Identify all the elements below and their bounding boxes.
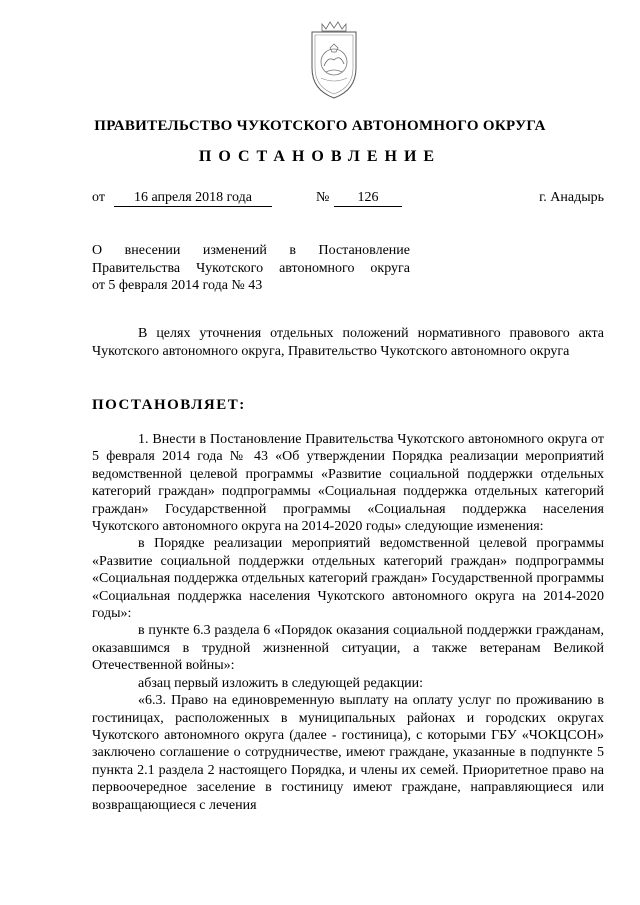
document-subject (92, 242, 410, 295)
document-city: г. Анадырь (539, 190, 604, 205)
document-meta-row (92, 190, 604, 212)
document-body (92, 431, 604, 814)
government-title: ПРАВИТЕЛЬСТВО ЧУКОТСКОГО АВТОНОМНОГО ОКРУГА (94, 118, 546, 134)
number-prefix: № (316, 190, 330, 205)
preamble-paragraph: В целях уточнения отдельных положений нормативного правового акта Чукотского автономного округа, Правительство Чукотского автономного округа (92, 326, 604, 359)
body-paragraph: в пункте 6.3 раздела 6 «Порядок оказания социальной поддержки гражданам, оказавшимся в трудной жизненной ситуации, а также ветеранам Великой Отечественной войны»: (92, 623, 604, 674)
body-paragraph: 1. Внести в Постановление Правительства Чукотского автономного округа от 5 февраля 2014 года № 43 «Об утверждении Порядка реализации мероприятий ведомственной целевой программы «Развитие социальной поддержки отдельных категорий граждан» подпрограммы «Социальная поддержка отдельных категорий граждан» Государственной программы «Социальная поддержка населения Чукотского автономного округа на 2014-2020 годы» следующие изменения: (92, 432, 604, 535)
date-prefix: от (92, 190, 105, 205)
body-paragraph: абзац первый изложить в следующей редакции: (138, 675, 424, 691)
resolves-heading: ПОСТАНОВЛЯЕТ: (92, 397, 246, 413)
body-paragraph: «6.3. Право на единовременную выплату на оплату услуг по проживанию в гостиницах, расположенных в муниципальных районах и городских округах Чукотского автономного округа (далее - гостиница), с которыми ГБУ «ЧОКЦСОН» заключено соглашение о сотрудничестве, имеют граждане, указанные в подпункте 5 пункта 2.1 раздела 2 настоящего Порядка, и члены их семей. Приоритетное право на первоочередное заселение в гостиницу имеют граждане, направляющиеся или возвращающиеся с лечения (92, 693, 604, 813)
coat-of-arms-emblem (306, 18, 362, 102)
subject-line: О внесении изменений в Постановление (92, 243, 410, 258)
document-type-title: ПОСТАНОВЛЕНИЕ (198, 148, 442, 165)
body-paragraph: в Порядке реализации мероприятий ведомственной целевой программы «Развитие социальной поддержки отдельных категорий граждан» подпрограммы «Социальная поддержка отдельных категорий граждан» Государственной программы «Социальная поддержка населения Чукотского автономного округа на 2014-2020 годы»: (92, 536, 604, 622)
subject-line: от 5 февраля 2014 года № 43 (92, 278, 263, 293)
document-date: 16 апреля 2018 года (114, 190, 272, 207)
document-number: 126 (334, 190, 402, 207)
subject-line: Правительства Чукотского автономного округа (92, 260, 410, 276)
